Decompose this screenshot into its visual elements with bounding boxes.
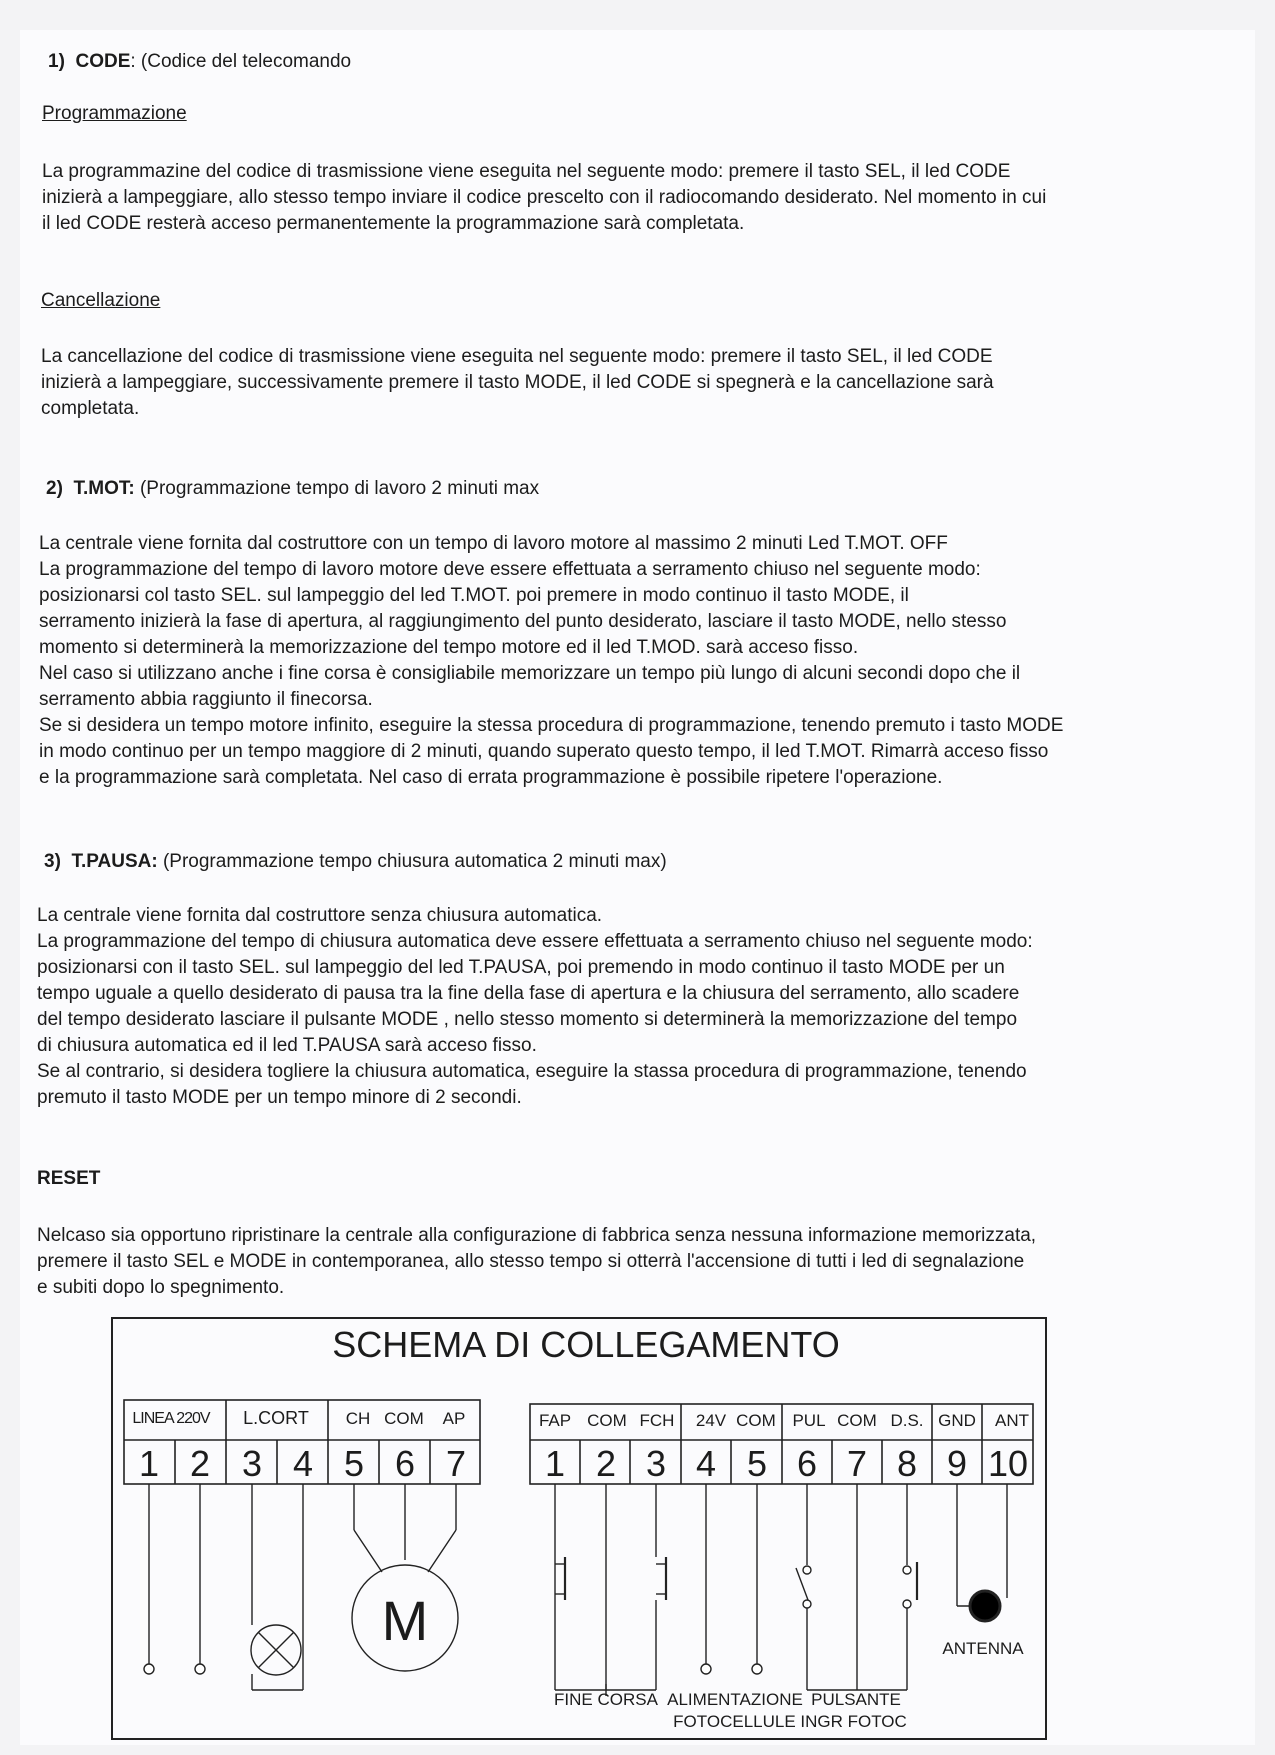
left-terminal-1: 1 [138, 1443, 160, 1484]
left-terminal-numbers [139, 1443, 466, 1484]
right-terminal-labels [539, 1411, 1029, 1430]
label-fap: FAP [538, 1411, 572, 1430]
label-alimentazione: ALIMENTAZIONE [667, 1690, 803, 1709]
label-pulsante: PULSANTE [811, 1690, 901, 1709]
label-ch: CH [345, 1409, 371, 1428]
label-gnd: GND [938, 1411, 976, 1430]
left-terminal-2: 2 [189, 1443, 211, 1484]
cancellazione-subheading: Cancellazione [41, 290, 161, 311]
cancellazione-paragraph: La cancellazione del codice di trasmissione viene eseguita nel seguente modo: premere il tasto SEL, il led CODE inizierà a lampeggiare, successivamente premere il tasto MODE, il led CODE si spegnerà e la cancellazione sarà completata. [41, 346, 994, 419]
left-terminal-6: 6 [394, 1443, 416, 1484]
left-terminal-5: 5 [343, 1443, 365, 1484]
right-terminal-9: 9 [946, 1443, 968, 1484]
right-terminal-1: 1 [544, 1443, 566, 1484]
label-fotocellule-ingr-fotoc: FOTOCELLULE INGR FOTOC [673, 1712, 907, 1731]
right-terminal-6: 6 [796, 1443, 818, 1484]
label-pul: PUL [792, 1411, 826, 1430]
label-l-cort: L.CORT [243, 1408, 309, 1428]
reset-heading: RESET [37, 1168, 101, 1189]
programmazione-paragraph: La programmazine del codice di trasmissione viene eseguita nel seguente modo: premere il tasto SEL, il led CODE inizierà a lampeggiare, allo stesso tempo inviare il codice prescelto con il radiocomando desiderato. Nel momento in cui il led CODE resterà acceso permanentemente la programmazione sarà completata. [42, 161, 1047, 234]
tpausa-paragraph: La centrale viene fornita dal costruttore senza chiusura automatica. La programmazione del tempo di chiusura automatica deve essere effettuata a serramento chiuso nel seguente modo: posizionarsi con il tasto SEL. sul lampeggio del led T.PAUSA, poi premendo in modo continuo il tasto MODE per un tempo uguale a quello desiderato di pausa tra la fine della fase di apertura e la chiusura del serramento, allo scadere del tempo desiderato lasciare il pulsante MODE , nello stesso momento si determinerà la memorizzazione del tempo di chiusura automatica ed il led T.PAUSA sarà acceso fisso. Se al contrario, si desidera togliere la chiusura automatica, eseguire la stassa procedura di programmazione, tenendo premuto il tasto MODE per un tempo minore di 2 secondi. [37, 905, 1033, 1108]
right-terminal-8: 8 [896, 1443, 918, 1484]
programmazione-subheading: Programmazione [42, 103, 187, 124]
antenna-icon [970, 1591, 1000, 1621]
label-linea-220v: LINEA 220V [132, 1410, 210, 1427]
left-terminal-7: 7 [445, 1443, 467, 1484]
antenna-label: ANTENNA [942, 1639, 1024, 1658]
motor-label: M [381, 1589, 429, 1652]
tmot-paragraph: La centrale viene fornita dal costruttore con un tempo di lavoro motore al massimo 2 minuti Led T.MOT. OFF La programmazione del tempo di lavoro motore deve essere effettuata a serramento chiuso nel seguente modo: posizionarsi col tasto SEL. sul lampeggio del led T.MOT. poi premere in modo continuo il tasto MODE, il serramento inizierà la fase di apertura, al raggiungimento del punto desiderato, lasciare il tasto MODE, nello stesso momento si determinerà la memorizzazione del tempo motore ed il led T.MOD. sarà acceso fisso. Nel caso si utilizzano anche i fine corsa è consigliabile memorizzare un tempo più lungo di alcuni secondi dopo che il serramento abbia raggiunto il finecorsa. Se si desidera un tempo motore infinito, eseguire la stessa procedura di programmazione, tenendo premuto i tasto MODE in modo continuo per un tempo maggiore di 2 minuti, quando superato questo tempo, il led T.MOT. Rimarrà acceso fisso e la programmazione sarà completata. Nel caso di errata programmazione è possibile ripetere l'operazione. [39, 533, 1064, 788]
label-com-3: COM [837, 1411, 877, 1430]
label-24v: 24V [695, 1411, 727, 1430]
right-terminal-7: 7 [846, 1443, 868, 1484]
section-2-heading: 2) T.MOT: (Programmazione tempo di lavoro 2 minuti max [46, 478, 540, 499]
label-ds: D.S. [890, 1411, 924, 1430]
section-1-heading: 1) CODE: (Codice del telecomando [48, 51, 352, 72]
label-ant: ANT [995, 1411, 1029, 1430]
right-terminal-10: 10 [987, 1443, 1029, 1484]
label-fine-corsa: FINE CORSA [554, 1690, 658, 1709]
label-fch: FCH [639, 1411, 675, 1430]
left-terminal-3: 3 [241, 1443, 263, 1484]
right-terminal-3: 3 [645, 1443, 667, 1484]
label-com: COM [384, 1409, 424, 1428]
right-terminal-numbers [545, 1443, 1028, 1484]
right-terminal-2: 2 [595, 1443, 617, 1484]
right-terminal-5: 5 [746, 1443, 768, 1484]
section-3-heading: 3) T.PAUSA: (Programmazione tempo chiusura automatica 2 minuti max) [44, 851, 667, 872]
reset-paragraph: Nelcaso sia opportuno ripristinare la centrale alla configurazione di fabbrica senza nessuna informazione memorizzata, premere il tasto SEL e MODE in contemporanea, allo stesso tempo si otterrà l'accensione di tutti i led di segnalazione e subiti dopo lo spegnimento. [37, 1225, 1037, 1298]
label-com-2: COM [736, 1411, 776, 1430]
left-terminal-4: 4 [292, 1443, 314, 1484]
label-ap: AP [442, 1409, 466, 1428]
right-terminal-4: 4 [695, 1443, 717, 1484]
lamp-icon [251, 1625, 301, 1675]
label-com-1: COM [587, 1411, 627, 1430]
diagram-title: SCHEMA DI COLLEGAMENTO [332, 1324, 840, 1365]
